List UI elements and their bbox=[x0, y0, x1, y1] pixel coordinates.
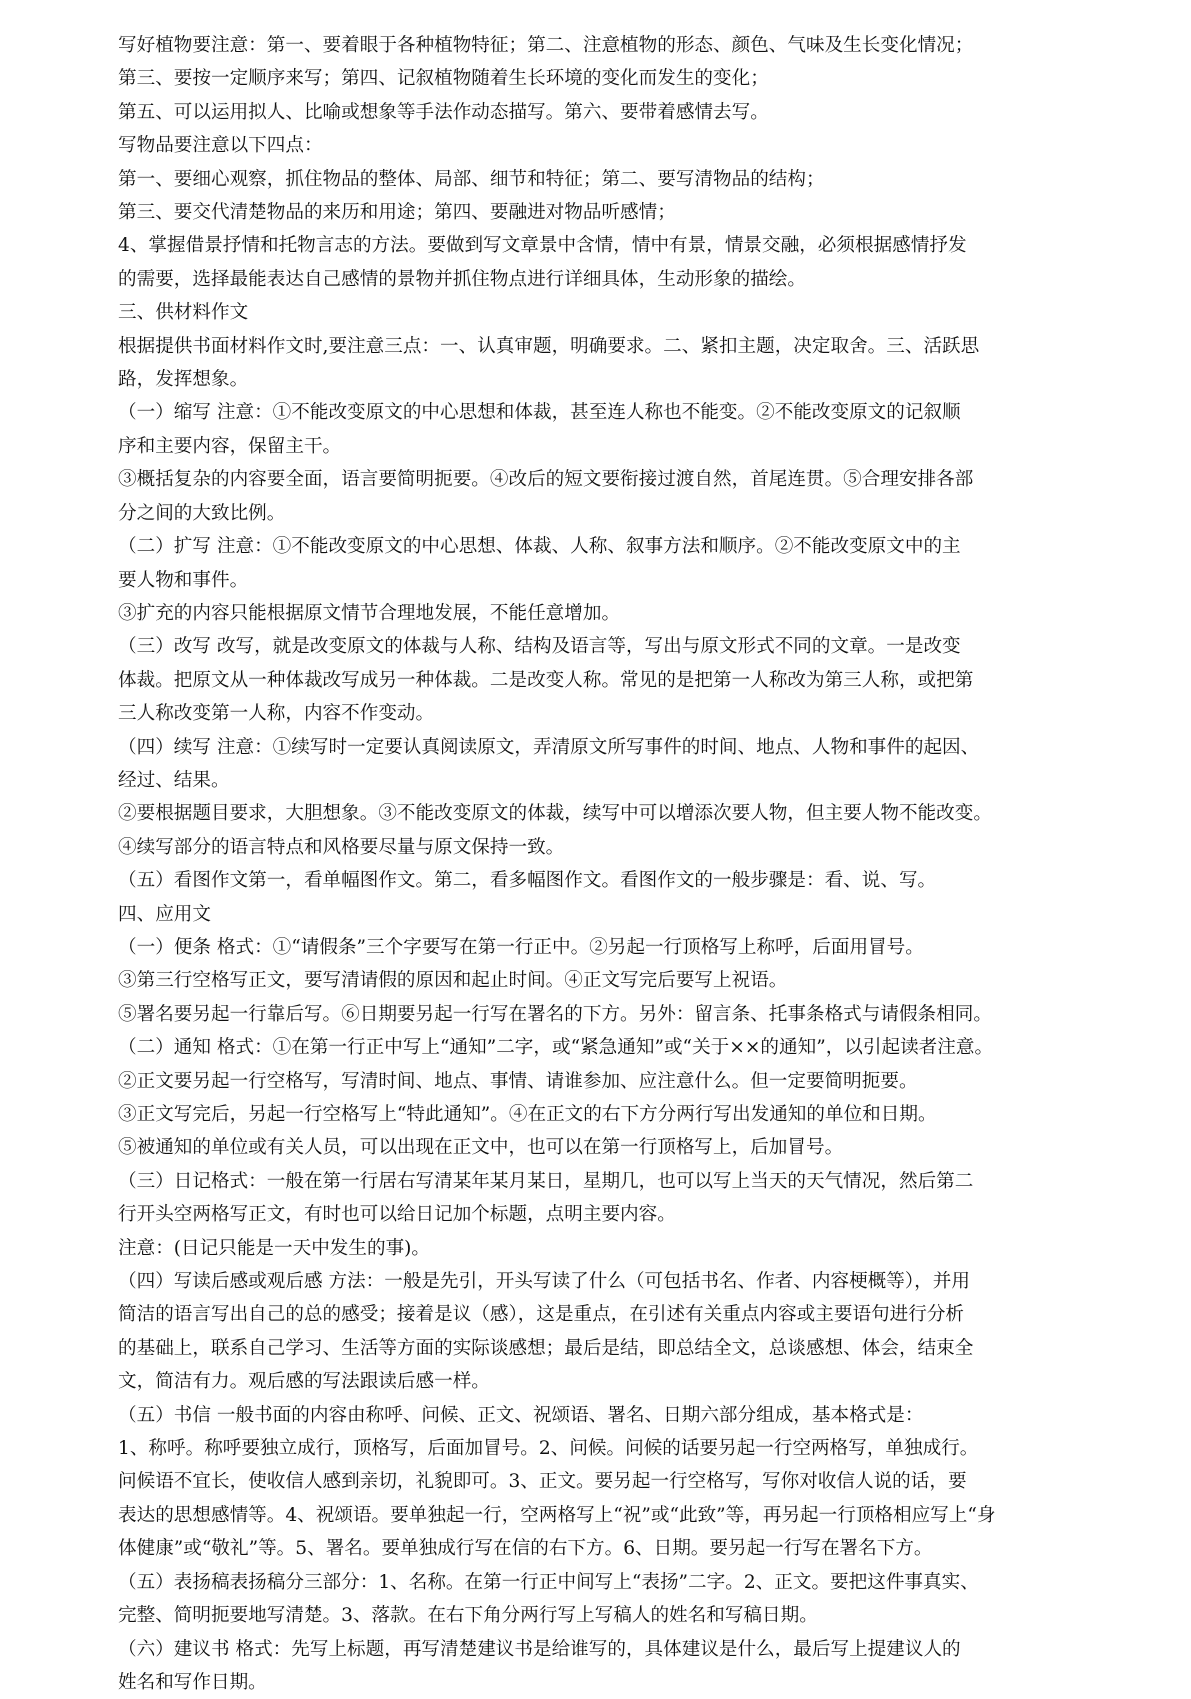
text-line: 三、供材料作文 bbox=[118, 302, 249, 324]
text-line: 表达的思想感情等。4、祝颂语。要单独起一行，空两格写上“祝”或“此致”等，再另起一行顶格相应写上“身 bbox=[118, 1504, 996, 1526]
text-line: 体健康”或“敬礼”等。5、署名。要单独成行写在信的右下方。6、日期。要另起一行写在署名下方。 bbox=[118, 1538, 933, 1560]
text-line: 姓名和写作日期。 bbox=[118, 1671, 267, 1693]
text-line: （一）便条 格式：①“请假条”三个字要写在第一行正中。②另起一行顶格写上称呼，后面用冒号。 bbox=[118, 936, 924, 958]
text-line: 要人物和事件。 bbox=[118, 569, 249, 591]
text-line: 体裁。把原文从一种体裁改写成另一种体裁。二是改变人称。常见的是把第一人称改为第三人称，或把第 bbox=[118, 669, 974, 691]
document-body bbox=[118, 29, 1078, 1699]
text-line: ③正文写完后，另起一行空格写上“特此通知”。④在正文的右下方分两行写出发通知的单位和日期。 bbox=[118, 1104, 937, 1125]
text-line: ⑤被通知的单位或有关人员，可以出现在正文中，也可以在第一行顶格写上，后加冒号。 bbox=[118, 1137, 844, 1159]
text-line: ③概括复杂的内容要全面，语言要简明扼要。④改后的短文要衔接过渡自然，首尾连贯。⑤合理安排各部 bbox=[118, 469, 974, 491]
text-line: （四）写读后感或观后感 方法：一般是先引，开头写读了什么（可包括书名、作者、内容梗概等），并用 bbox=[118, 1271, 970, 1293]
text-line: 写好植物要注意：第一、要着眼于各种植物特征；第二、注意植物的形态、颜色、气味及生长变化情况； bbox=[118, 35, 974, 56]
text-line: 序和主要内容，保留主干。 bbox=[118, 435, 342, 457]
text-line: 行开头空两格写正文，有时也可以给日记加个标题，点明主要内容。 bbox=[118, 1204, 676, 1226]
text-line: ②要根据题目要求，大胆想象。③不能改变原文的体裁，续写中可以增添次要人物，但主要人物不能改变。 bbox=[118, 803, 992, 825]
text-line: （四）续写 注意：①续写时一定要认真阅读原文，弄清原文所写事件的时间、地点、人物和事件的起因、 bbox=[118, 736, 980, 758]
text-line: ③第三行空格写正文，要写清请假的原因和起止时间。④正文写完后要写上祝语。 bbox=[118, 970, 788, 992]
text-line: 的需要，选择最能表达自己感情的景物并抓住物点进行详细具体，生动形象的描绘。 bbox=[118, 268, 806, 290]
text-line: 问候语不宜长，使收信人感到亲切，礼貌即可。3、正文。要另起一行空格写，写你对收信人说的话，要 bbox=[118, 1471, 967, 1493]
text-line: （五）表扬稿表扬稿分三部分：1、名称。在第一行正中间写上“表扬”二字。2、正文。要把这件事真实、 bbox=[118, 1571, 979, 1593]
text-line: 文，简洁有力。观后感的写法跟读后感一样。 bbox=[118, 1371, 490, 1393]
text-line: （五）看图作文第一，看单幅图作文。第二，看多幅图作文。看图作文的一般步骤是：看、说、写。 bbox=[118, 870, 937, 892]
text-line: 第五、可以运用拟人、比喻或想象等手法作动态描写。第六、要带着感情去写。 bbox=[118, 101, 769, 123]
text-line: 4、掌握借景抒情和托物言志的方法。要做到写文章景中含情，情中有景，情景交融，必须根据感情抒发 bbox=[118, 235, 967, 257]
text-line: 分之间的大致比例。 bbox=[118, 502, 286, 524]
text-line: 四、应用文 bbox=[118, 903, 211, 925]
text-line: 简洁的语言写出自己的总的感受；接着是议（感），这是重点，在引述有关重点内容或主要语句进行分析 bbox=[118, 1304, 965, 1326]
text-line: ②正文要另起一行空格写，写清时间、地点、事情、请谁参加、应注意什么。但一定要简明扼要。 bbox=[118, 1070, 918, 1092]
text-line: 写物品要注意以下四点： bbox=[118, 135, 323, 157]
text-line: 第三、要交代清楚物品的来历和用途；第四、要融进对物品听感情； bbox=[118, 202, 676, 224]
text-line: （二）扩写 注意：①不能改变原文的中心思想、体裁、人称、叙事方法和顺序。②不能改变原文中的主 bbox=[118, 536, 961, 558]
text-line: （三）日记格式：一般在第一行居右写清某年某月某日，星期几，也可以写上当天的天气情况，然后第二 bbox=[118, 1170, 974, 1192]
text-line: 根据提供书面材料作文时,要注意三点：一、认真审题，明确要求。二、紧扣主题，决定取舍。三、活跃思 bbox=[118, 335, 980, 357]
text-line: （一）缩写 注意：①不能改变原文的中心思想和体裁，甚至连人称也不能变。②不能改变原文的记叙顺 bbox=[118, 402, 961, 424]
text-line: 完整、简明扼要地写清楚。3、落款。在右下角分两行写上写稿人的姓名和写稿日期。 bbox=[118, 1605, 818, 1627]
text-line: 注意：(日记只能是一天中发生的事)。 bbox=[118, 1237, 431, 1259]
text-line: 第一、要细心观察，抓住物品的整体、局部、细节和特征；第二、要写清物品的结构； bbox=[118, 168, 825, 190]
text-line: 第三、要按一定顺序来写；第四、记叙植物随着生长环境的变化而发生的变化； bbox=[118, 68, 769, 90]
text-line: 三人称改变第一人称，内容不作变动。 bbox=[118, 703, 435, 725]
text-line: 路，发挥想象。 bbox=[118, 369, 249, 391]
text-line: ⑤署名要另起一行靠后写。⑥日期要另起一行写在署名的下方。另外：留言条、托事条格式与请假条相同。 bbox=[118, 1003, 992, 1025]
text-line: 1、称呼。称呼要独立成行，顶格写，后面加冒号。2、问候。问候的话要另起一行空两格写，单独成行。 bbox=[118, 1438, 979, 1460]
text-line: ④续写部分的语言特点和风格要尽量与原文保持一致。 bbox=[118, 836, 565, 858]
text-line: ③扩充的内容只能根据原文情节合理地发展，不能任意增加。 bbox=[118, 602, 621, 624]
text-line: （五）书信 一般书面的内容由称呼、问候、正文、祝颂语、署名、日期六部分组成，基本格式是： bbox=[118, 1404, 924, 1426]
text-line: （二）通知 格式：①在第一行正中写上“通知”二字，或“紧急通知”或“关于××的通知”，以引起读者注意。 bbox=[118, 1037, 994, 1059]
text-line: （六）建议书 格式：先写上标题，再写清楚建议书是给谁写的，具体建议是什么，最后写上提建议人的 bbox=[118, 1638, 961, 1660]
text-line: （三）改写 改写，就是改变原文的体裁与人称、结构及语言等，写出与原文形式不同的文章。一是改变 bbox=[118, 636, 961, 658]
text-line: 的基础上，联系自己学习、生活等方面的实际谈感想；最后是结，即总结全文，总谈感想、体会，结束全 bbox=[118, 1337, 974, 1359]
text-line: 经过、结果。 bbox=[118, 769, 230, 791]
